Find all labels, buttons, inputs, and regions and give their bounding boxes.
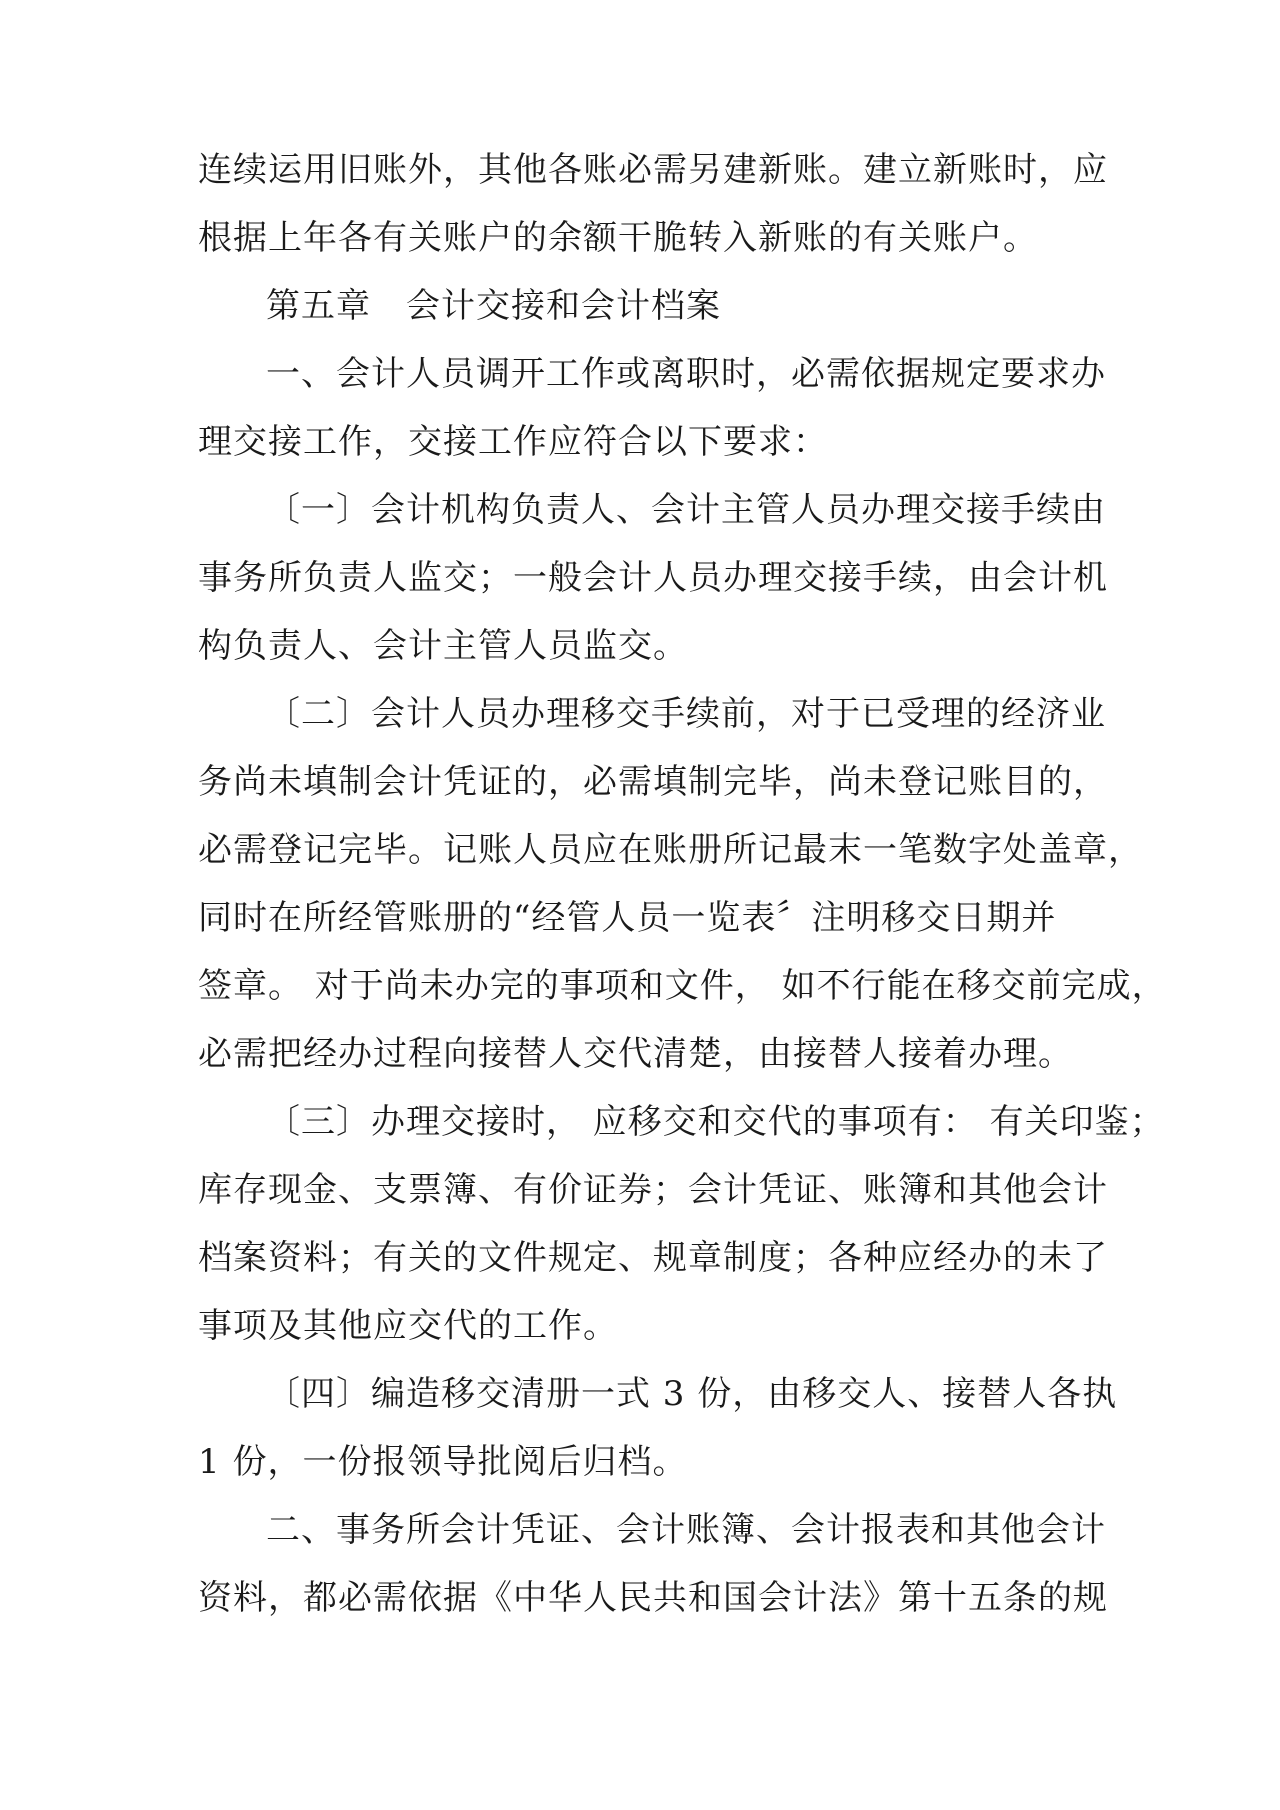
body-line: 事务所负责人监交；一般会计人员办理交接手续，由会计机: [198, 558, 1108, 598]
body-line: 〔四〕编造移交清册一式 3 份，由移交人、接替人各执: [266, 1374, 1118, 1414]
document-page: [198, 136, 1167, 1632]
body-line: 〔二〕会计人员办理移交手续前，对于已受理的经济业: [266, 694, 1106, 734]
body-line: 资料，都必需依据《中华人民共和国会计法》第十五条的规: [198, 1578, 1108, 1618]
body-line: 档案资料；有关的文件规定、规章制度；各种应经办的未了: [198, 1238, 1108, 1278]
body-line: 构负责人、会计主管人员监交。: [198, 626, 688, 666]
body-line: 〔一〕会计机构负责人、会计主管人员办理交接手续由: [266, 490, 1106, 530]
body-line: 同时在所经管账册的“经管人员一览表〞注明移交日期并: [198, 898, 1057, 938]
body-line: 签章。 对于尚未办完的事项和文件， 如不行能在移交前完成，: [198, 966, 1167, 1006]
body-line: 事项及其他应交代的工作。: [198, 1306, 618, 1346]
body-line: 必需把经办过程向接替人交代清楚，由接替人接着办理。: [198, 1034, 1073, 1074]
body-line: 必需登记完毕。记账人员应在账册所记最末一笔数字处盖章，: [198, 830, 1143, 870]
body-line: 二、事务所会计凭证、会计账簿、会计报表和其他会计: [266, 1510, 1106, 1550]
chapter-heading: 第五章 会计交接和会计档案: [266, 286, 721, 326]
body-line: 理交接工作，交接工作应符合以下要求：: [198, 422, 828, 462]
body-line: 一、会计人员调开工作或离职时，必需依据规定要求办: [266, 354, 1106, 394]
body-line: 〔三〕办理交接时， 应移交和交代的事项有： 有关印鉴；: [266, 1102, 1165, 1142]
body-line: 1 份，一份报领导批阅后归档。: [198, 1442, 688, 1482]
body-line: 连续运用旧账外，其他各账必需另建新账。建立新账时，应: [198, 150, 1108, 190]
body-line: 务尚未填制会计凭证的，必需填制完毕，尚未登记账目的，: [198, 762, 1108, 802]
body-line: 根据上年各有关账户的余额干脆转入新账的有关账户。: [198, 218, 1038, 258]
body-line: 库存现金、支票簿、有价证券；会计凭证、账簿和其他会计: [198, 1170, 1108, 1210]
